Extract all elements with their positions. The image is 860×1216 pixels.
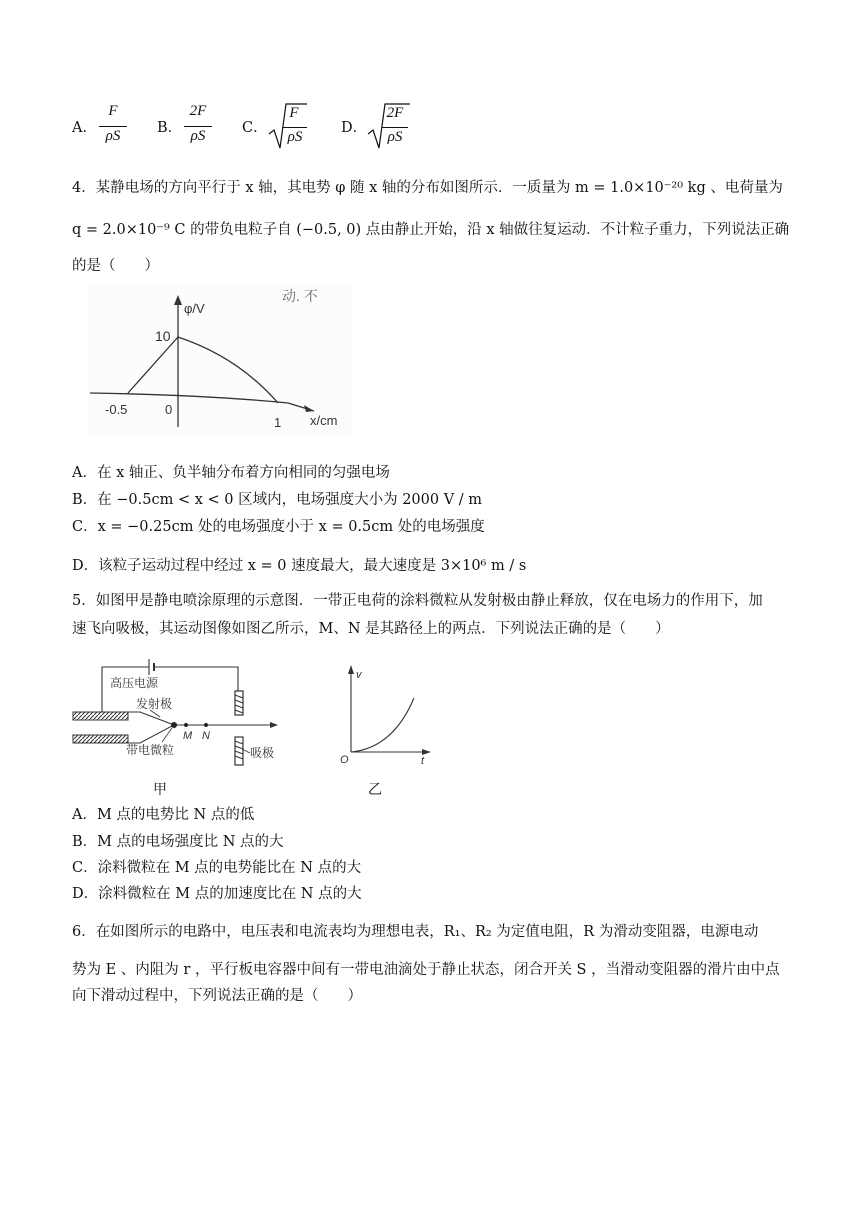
power-supply-label: 高压电源 (110, 676, 159, 690)
q3-option-d-numerator: 2F (386, 105, 404, 121)
q3-option-c-letter: C． (242, 120, 268, 136)
nozzle-top-wall (73, 712, 128, 720)
v-axis-label: v (356, 669, 362, 681)
q3-option-b-denominator: ρS (190, 128, 206, 144)
y-axis-label: φ/V (184, 301, 205, 316)
q4-option-b: B．在 −0.5cm < x < 0 区域内，电场强度大小为 2000 V / m (72, 492, 483, 508)
t-axis-label: t (421, 755, 425, 767)
x-tick-neg-label: -0.5 (105, 402, 128, 417)
figure-yi-caption: 乙 (368, 782, 382, 798)
q4-option-a: A．在 x 轴正、负半轴分布着方向相同的匀强电场 (72, 465, 390, 481)
q4-stem-line-3: 的是（ ） (72, 258, 159, 274)
q4-stem-line-2: q = 2.0×10⁻⁹ C 的带负电粒子自 (−0.5, 0) 点由静止开始，沿 x 轴做往复运动．不计粒子重力，下列说法正确 (72, 222, 790, 238)
x-axis-label: x/cm (310, 413, 338, 428)
q4-option-d: D．该粒子运动过程中经过 x = 0 速度最大，最大速度是 3×10⁶ m / s (72, 558, 527, 574)
q5-option-d: D．涂料微粒在 M 点的加速度比在 N 点的大 (72, 886, 362, 902)
q3-option-c-fraction-bar (283, 127, 307, 128)
point-n-label: N (202, 730, 210, 742)
q3-option-b-fraction-bar (184, 126, 212, 127)
nozzle-bottom-wall (73, 735, 128, 743)
origin-label: O (340, 754, 349, 766)
particle-dot (171, 722, 177, 728)
particle-label: 带电微粒 (126, 743, 175, 757)
scan-corner-fragment: 动. 不 (282, 288, 318, 304)
q3-option-a-numerator: F (108, 103, 118, 119)
figure-jia-caption: 甲 (153, 782, 167, 798)
q3-option-a-denominator: ρS (105, 128, 121, 144)
q3-option-b-numerator: 2F (189, 103, 207, 119)
q5-option-b: B．M 点的电场强度比 N 点的大 (72, 834, 284, 850)
q5-stem-line-1: 5．如图甲是静电喷涂原理的示意图．一带正电荷的涂料微粒从发射极由静止释放，仅在电场力的作用下，加 (72, 593, 763, 609)
path-arrow-icon (270, 722, 278, 728)
q5-option-c: C．涂料微粒在 M 点的电势能比在 N 点的大 (72, 860, 362, 876)
point-n-dot (204, 723, 208, 727)
q3-option-b-letter: B． (157, 120, 183, 136)
q3-option-a-letter: A． (72, 120, 97, 136)
velocity-curve (351, 698, 414, 752)
collector-label: 吸极 (250, 746, 275, 760)
q5-stem-line-2: 速飞向吸极，其运动图像如图乙所示，M、N 是其路径上的两点．下列说法正确的是（ ） (72, 621, 670, 637)
q3-option-d-letter: D． (341, 120, 368, 136)
x-tick-zero-label: 0 (165, 402, 173, 417)
q6-stem-line-2: 势为 E 、内阻为 r ，平行板电容器中间有一带电油滴处于静止状态，闭合开关 S ，当滑动变阻器的滑片由中点 (72, 962, 780, 978)
point-m-label: M (183, 730, 193, 742)
q4-stem-line-1: 4．某静电场的方向平行于 x 轴，其电势 φ 随 x 轴的分布如图所示．一质量为 m = 1.0×10⁻²⁰ kg 、电荷量为 (72, 180, 783, 196)
q3-option-d-denominator: ρS (387, 129, 403, 145)
q4-potential-graph (88, 285, 353, 435)
x-tick-pos-label: 1 (274, 415, 282, 430)
q3-option-d-fraction-bar (382, 127, 408, 128)
q3-option-c-numerator: F (289, 105, 299, 121)
q3-option-c-denominator: ρS (287, 129, 303, 145)
q6-stem-line-1: 6．在如图所示的电路中，电压表和电流表均为理想电表，R₁、R₂ 为定值电阻，R 为滑动变阻器，电源电动 (72, 924, 759, 940)
q4-option-c: C．x = −0.25cm 处的电场强度小于 x = 0.5cm 处的电场强度 (72, 519, 485, 535)
q5-option-a: A．M 点的电势比 N 点的低 (72, 807, 255, 823)
q5-figure-yi (335, 660, 435, 772)
q6-stem-line-3: 向下滑动过程中，下列说法正确的是（ ） (72, 988, 362, 1004)
q5-figure-jia (70, 655, 285, 775)
emitter-label: 发射极 (136, 697, 173, 711)
peak-tick-label: 10 (155, 328, 171, 344)
v-axis-arrow-icon (348, 665, 354, 674)
q3-option-a-fraction-bar (99, 126, 127, 127)
